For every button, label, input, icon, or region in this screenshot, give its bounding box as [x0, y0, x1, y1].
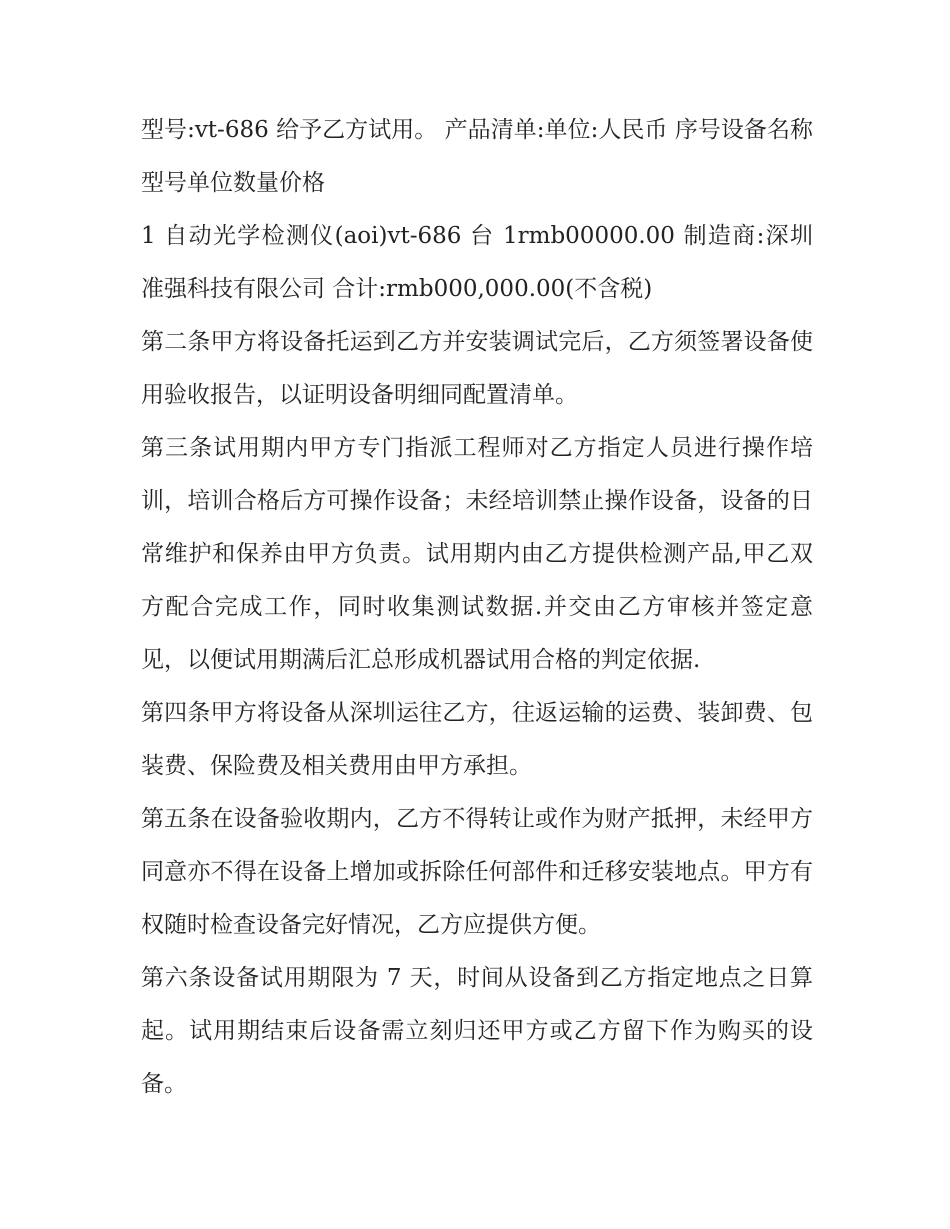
paragraph-article-4: 第四条甲方将设备从深圳运往乙方，往返运输的运费、装卸费、包装费、保险费及相关费用由甲方承担。 — [141, 700, 813, 779]
paragraph-product-item: 1 自动光学检测仪(aoi)vt-686 台 1rmb00000.00 制造商:深圳准强科技有限公司 合计:rmb000,000.00(不含税) — [141, 223, 813, 302]
paragraph-article-2: 第二条甲方将设备托运到乙方并安装调试完后，乙方须签署设备使用验收报告，以证明设备明细同配置清单。 — [141, 329, 813, 408]
paragraph-article-6: 第六条设备试用期限为 7 天，时间从设备到乙方指定地点之日算起。试用期结束后设备需立刻归还甲方或乙方留下作为购买的设备。 — [141, 965, 813, 1097]
paragraph-product-list: 型号:vt-686 给予乙方试用。 产品清单:单位:人民币 序号设备名称型号单位数量价格 — [141, 117, 813, 196]
document-body — [141, 104, 813, 1111]
paragraph-article-5: 第五条在设备验收期内，乙方不得转让或作为财产抵押，未经甲方同意亦不得在设备上增加或拆除任何部件和迁移安装地点。甲方有权随时检查设备完好情况，乙方应提供方便。 — [141, 806, 813, 938]
paragraph-article-3: 第三条试用期内甲方专门指派工程师对乙方指定人员进行操作培训，培训合格后方可操作设备；未经培训禁止操作设备，设备的日常维护和保养由甲方负责。试用期内由乙方提供检测产品,甲乙双方配合完成工作，同时收集测试数据.并交由乙方审核并签定意见，以便试用期满后汇总形成机器试用合格的判定依据. — [141, 435, 813, 673]
